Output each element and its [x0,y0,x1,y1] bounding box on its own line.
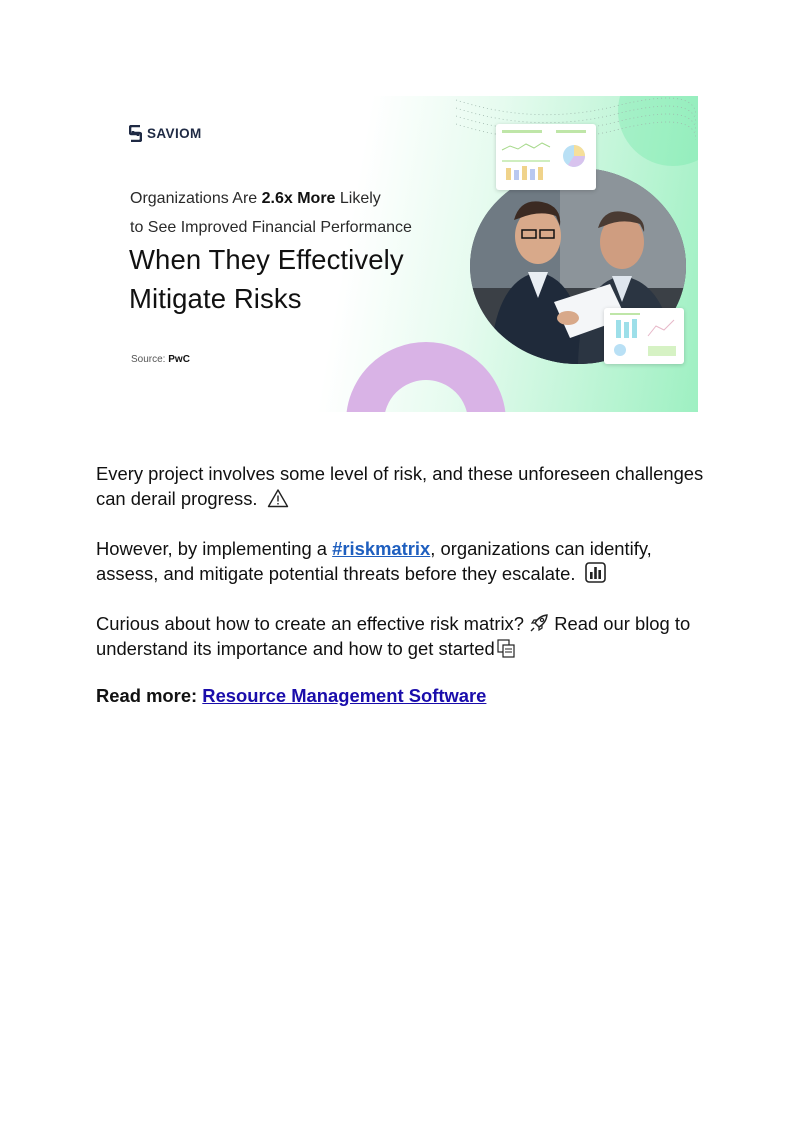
dashboard-card-bottom [604,308,684,364]
dashboard-bars-icon [604,308,684,364]
dashboard-chart-icon [496,124,596,190]
rocket-icon [529,613,549,633]
stat-highlight: 2.6x More [261,190,336,207]
resource-management-software-link[interactable]: Resource Management Software [202,685,487,706]
banner-subheadline [130,184,412,242]
bar-chart-icon [585,562,606,583]
paragraph-riskmatrix: However, by implementing a #riskmatrix, organizations can identify, assess, and mitigate potential threats before they escalate. [96,538,652,584]
promo-banner [96,96,698,412]
saviom-logo [129,125,202,142]
subheadline-line-2: to See Improved Financial Performance [130,219,412,236]
saviom-logo-icon [129,125,142,142]
dashboard-card-top [496,124,596,190]
brand-name: SAVIOM [147,126,202,141]
warning-icon [267,488,289,508]
read-more-line: Read more: Resource Management Software [96,685,487,706]
paragraph-blog: Curious about how to create an effective risk matrix? Read our blog to understand its importance and how to get started [96,613,691,659]
documents-icon [496,638,516,658]
subheadline-line-1: Organizations Are 2.6x More Likely [130,190,381,207]
decorative-donut [346,342,506,412]
banner-headline [129,240,404,318]
paragraph-intro: Every project involves some level of risk, and these unforeseen challenges can derail progress. [96,463,704,509]
headline-line-2: Mitigate Risks [129,283,302,314]
source-credit: Source: PwC [131,354,190,365]
post-body [96,461,716,708]
headline-line-1: When They Effectively [129,244,404,275]
hashtag-riskmatrix-link[interactable]: #riskmatrix [332,538,431,559]
